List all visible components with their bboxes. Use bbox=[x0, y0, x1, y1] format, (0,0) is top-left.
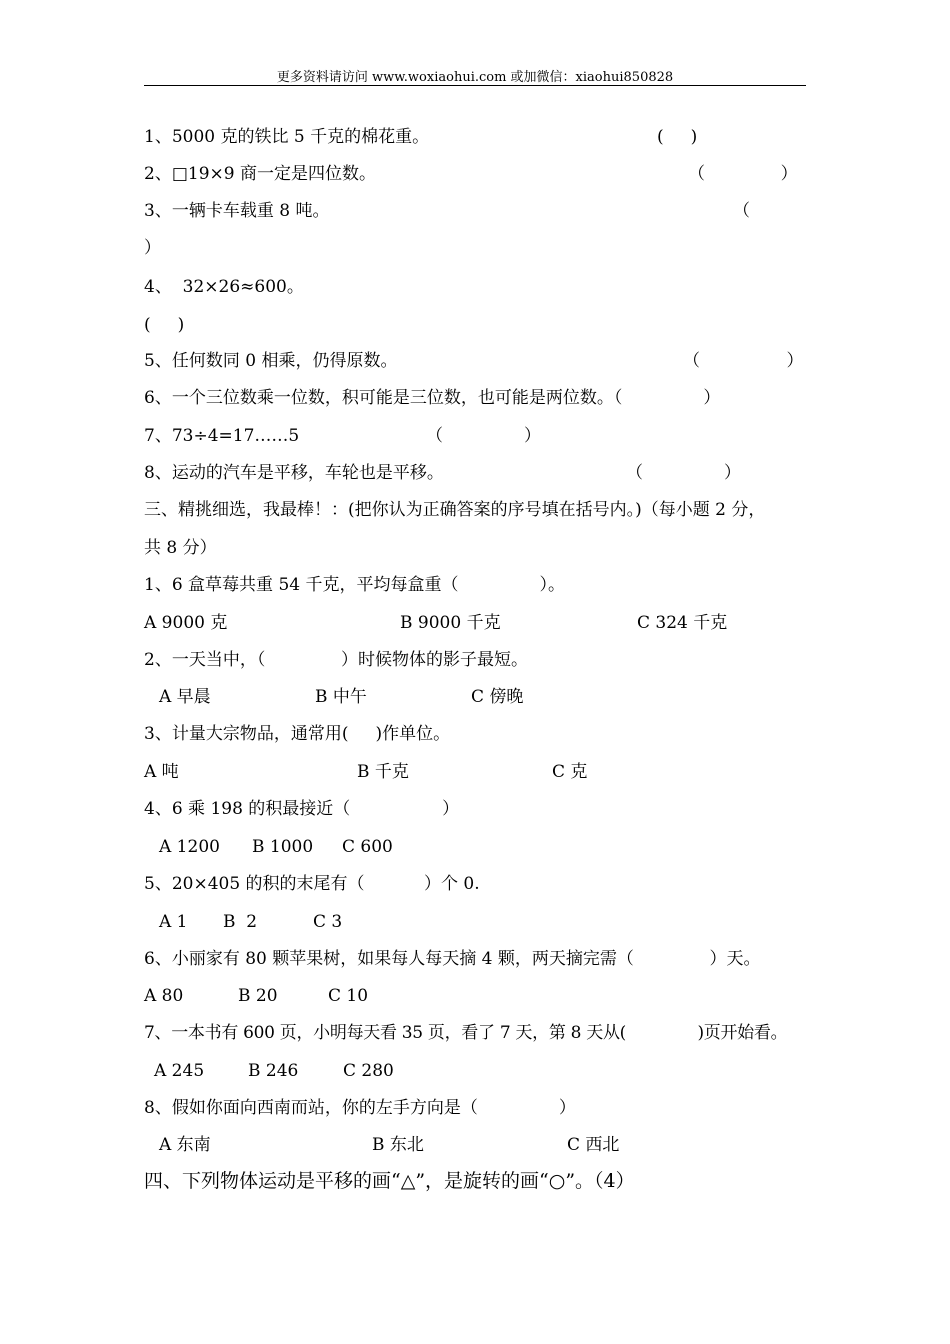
choice-4-option-a: A 1200 bbox=[159, 837, 220, 857]
answer-paren-5: （ ） bbox=[683, 351, 804, 371]
choice-5-option-a: A 1 bbox=[159, 912, 188, 932]
choice-question-1: 1、6 盒草莓共重 54 千克，平均每盒重（ ）。 bbox=[144, 575, 566, 595]
choice-1-option-a: A 9000 克 bbox=[144, 613, 228, 633]
choice-6-option-a: A 80 bbox=[144, 986, 184, 1006]
choice-7-option-b: B 246 bbox=[248, 1061, 299, 1081]
choice-question-6: 6、小丽家有 80 颗苹果树，如果每人每天摘 4 颗，两天摘完需（ ）天。 bbox=[144, 949, 761, 969]
section-4-title: 四、下列物体运动是平移的画“△”，是旋转的画“○”。（4） bbox=[144, 1170, 635, 1192]
choice-8-option-a: A 东南 bbox=[159, 1135, 211, 1155]
choice-5-option-c: C 3 bbox=[313, 912, 343, 932]
answer-paren-4: ( ) bbox=[144, 315, 185, 335]
choice-3-option-a: A 吨 bbox=[144, 762, 179, 782]
choice-question-2: 2、一天当中，（ ）时候物体的影子最短。 bbox=[144, 650, 528, 670]
judge-question-2: 2、□19×9 商一定是四位数。 bbox=[144, 164, 376, 184]
header-rule bbox=[144, 85, 806, 86]
choice-2-option-a: A 早晨 bbox=[159, 687, 211, 707]
choice-6-option-b: B 20 bbox=[238, 986, 278, 1006]
choice-1-option-c: C 324 千克 bbox=[637, 613, 728, 633]
choice-4-option-b: B 1000 bbox=[252, 837, 314, 857]
choice-2-option-b: B 中午 bbox=[315, 687, 367, 707]
judge-question-1: 1、5000 克的铁比 5 千克的棉花重。 bbox=[144, 127, 430, 147]
choice-3-option-b: B 千克 bbox=[357, 762, 409, 782]
section-3-title-cont: 共 8 分） bbox=[144, 538, 217, 558]
choice-question-5: 5、20×405 的积的末尾有（ ）个 0. bbox=[144, 874, 480, 894]
answer-paren-3-open: （ bbox=[733, 201, 750, 221]
answer-paren-8: （ ） bbox=[626, 463, 742, 483]
choice-question-7: 7、一本书有 600 页，小明每天看 35 页，看了 7 天，第 8 天从( )页开始看。 bbox=[144, 1023, 788, 1043]
page-header: 更多资料请访问 www.woxiaohui.com 或加微信：xiaohui850828 bbox=[276, 70, 674, 85]
choice-4-option-c: C 600 bbox=[342, 837, 393, 857]
choice-question-8: 8、假如你面向西南而站，你的左手方向是（ ） bbox=[144, 1098, 576, 1118]
answer-paren-3-close: ） bbox=[144, 238, 161, 258]
choice-6-option-c: C 10 bbox=[328, 986, 369, 1006]
judge-question-4: 4、 32×26≈600。 bbox=[144, 277, 304, 297]
judge-question-5: 5、任何数同 0 相乘，仍得原数。 bbox=[144, 351, 398, 371]
judge-question-3: 3、一辆卡车载重 8 吨。 bbox=[144, 201, 330, 221]
choice-3-option-c: C 克 bbox=[552, 762, 588, 782]
judge-question-7: 7、73÷4=17……5 bbox=[144, 426, 300, 446]
choice-8-option-b: B 东北 bbox=[372, 1135, 424, 1155]
choice-2-option-c: C 傍晚 bbox=[471, 687, 524, 707]
choice-question-4: 4、6 乘 198 的积最接近（ ） bbox=[144, 799, 460, 819]
choice-7-option-a: A 245 bbox=[154, 1061, 205, 1081]
judge-question-6: 6、一个三位数乘一位数，积可能是三位数，也可能是两位数。（ ） bbox=[144, 388, 721, 408]
choice-5-option-b: B 2 bbox=[223, 912, 258, 932]
section-3-title: 三、精挑细选，我最棒！：(把你认为正确答案的序号填在括号内。)（每小题 2 分， bbox=[144, 500, 766, 520]
judge-question-8: 8、运动的汽车是平移，车轮也是平移。 bbox=[144, 463, 444, 483]
choice-7-option-c: C 280 bbox=[343, 1061, 394, 1081]
choice-1-option-b: B 9000 千克 bbox=[400, 613, 501, 633]
answer-paren-2: （ ） bbox=[688, 164, 798, 184]
choice-question-3: 3、计量大宗物品，通常用( )作单位。 bbox=[144, 724, 451, 744]
answer-paren-1: ( ) bbox=[657, 127, 698, 147]
answer-paren-7: （ ） bbox=[426, 426, 542, 446]
choice-8-option-c: C 西北 bbox=[567, 1135, 620, 1155]
